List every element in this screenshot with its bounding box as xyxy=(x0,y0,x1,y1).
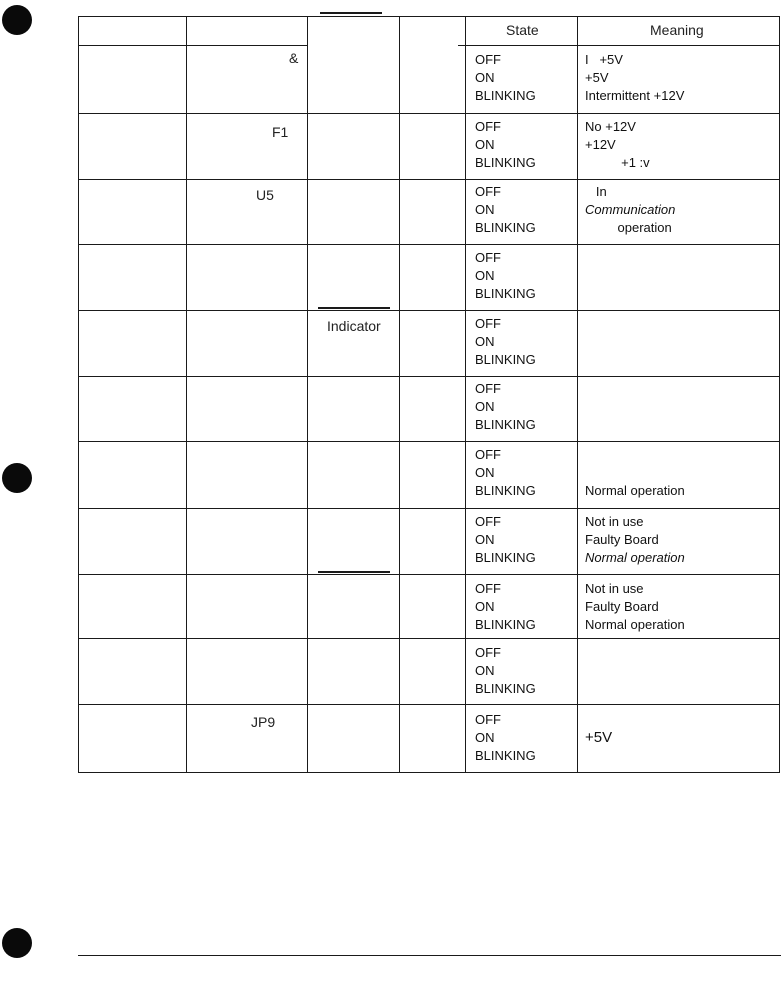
meaning-off: Not in use xyxy=(585,514,644,529)
state-on: ON xyxy=(475,399,495,414)
fragment-jp9: JP9 xyxy=(251,714,276,730)
state-on: ON xyxy=(475,202,495,217)
state-off: OFF xyxy=(475,712,501,727)
meaning-on: +5V xyxy=(585,70,609,85)
state-on: ON xyxy=(475,137,495,152)
meaning-blinking: Normal operation xyxy=(585,617,685,632)
state-on: ON xyxy=(475,268,495,283)
state-cell xyxy=(475,380,575,434)
state-off: OFF xyxy=(475,581,501,596)
state-cell xyxy=(475,183,575,237)
binder-hole-icon xyxy=(2,5,32,35)
state-blinking: BLINKING xyxy=(475,286,536,301)
meaning-blinking: Normal operation xyxy=(585,483,685,498)
state-off: OFF xyxy=(475,381,501,396)
state-off: OFF xyxy=(475,52,501,67)
state-off: OFF xyxy=(475,447,501,462)
state-off: OFF xyxy=(475,645,501,660)
state-off: OFF xyxy=(475,250,501,265)
state-off: OFF xyxy=(475,514,501,529)
state-blinking: BLINKING xyxy=(475,352,536,367)
state-blinking: BLINKING xyxy=(475,681,536,696)
state-blinking: BLINKING xyxy=(475,748,536,763)
header-meaning: Meaning xyxy=(650,22,704,38)
state-on: ON xyxy=(475,334,495,349)
fragment-f1: F1 xyxy=(272,124,289,140)
state-off: OFF xyxy=(475,119,501,134)
fragment-indicator: Indicator xyxy=(327,318,381,334)
binder-hole-icon xyxy=(2,463,32,493)
state-cell xyxy=(475,118,575,172)
meaning-off xyxy=(585,711,775,729)
state-blinking: BLINKING xyxy=(475,155,536,170)
meaning-on: +12V xyxy=(585,137,616,152)
meaning-cell xyxy=(585,51,775,105)
state-blinking: BLINKING xyxy=(475,617,536,632)
state-cell xyxy=(475,513,575,567)
state-blinking: BLINKING xyxy=(475,417,536,432)
state-cell xyxy=(475,644,575,698)
state-on: ON xyxy=(475,70,495,85)
meaning-cell xyxy=(585,580,775,634)
state-cell xyxy=(475,580,575,634)
state-blinking: BLINKING xyxy=(475,483,536,498)
meaning-blinking: operation xyxy=(585,220,672,235)
fragment-u5: U5 xyxy=(256,187,274,203)
meaning-on: Faulty Board xyxy=(585,532,659,547)
state-off: OFF xyxy=(475,184,501,199)
header-state: State xyxy=(506,22,539,38)
meaning-blinking: Normal operation xyxy=(585,550,685,565)
meaning-on: Communication xyxy=(585,202,676,217)
state-cell xyxy=(475,711,575,765)
state-cell xyxy=(475,446,575,500)
state-cell xyxy=(475,249,575,303)
meaning-off: In xyxy=(585,184,607,199)
meaning-on xyxy=(585,464,775,482)
meaning-cell xyxy=(585,711,775,765)
meaning-on: Faulty Board xyxy=(585,599,659,614)
meaning-blinking: Intermittent +12V xyxy=(585,88,685,103)
state-cell xyxy=(475,51,575,105)
meaning-blinking xyxy=(585,747,775,765)
state-blinking: BLINKING xyxy=(475,550,536,565)
meaning-off: I +5V xyxy=(585,52,623,67)
state-on: ON xyxy=(475,730,495,745)
meaning-cell xyxy=(585,118,775,172)
state-blinking: BLINKING xyxy=(475,220,536,235)
state-cell xyxy=(475,315,575,369)
state-blinking: BLINKING xyxy=(475,88,536,103)
meaning-on: +5V xyxy=(585,729,613,746)
meaning-blinking: +1 :v xyxy=(585,155,650,170)
meaning-cell xyxy=(585,446,775,500)
state-on: ON xyxy=(475,663,495,678)
state-off: OFF xyxy=(475,316,501,331)
state-on: ON xyxy=(475,465,495,480)
footer-rule xyxy=(78,955,781,956)
state-on: ON xyxy=(475,532,495,547)
fragment-ampersand: & xyxy=(289,50,299,66)
binder-hole-icon xyxy=(2,928,32,958)
meaning-cell xyxy=(585,513,775,567)
meaning-off: Not in use xyxy=(585,581,644,596)
meaning-cell xyxy=(585,183,775,237)
state-on: ON xyxy=(475,599,495,614)
meaning-off: No +12V xyxy=(585,119,636,134)
meaning-off xyxy=(585,446,775,464)
